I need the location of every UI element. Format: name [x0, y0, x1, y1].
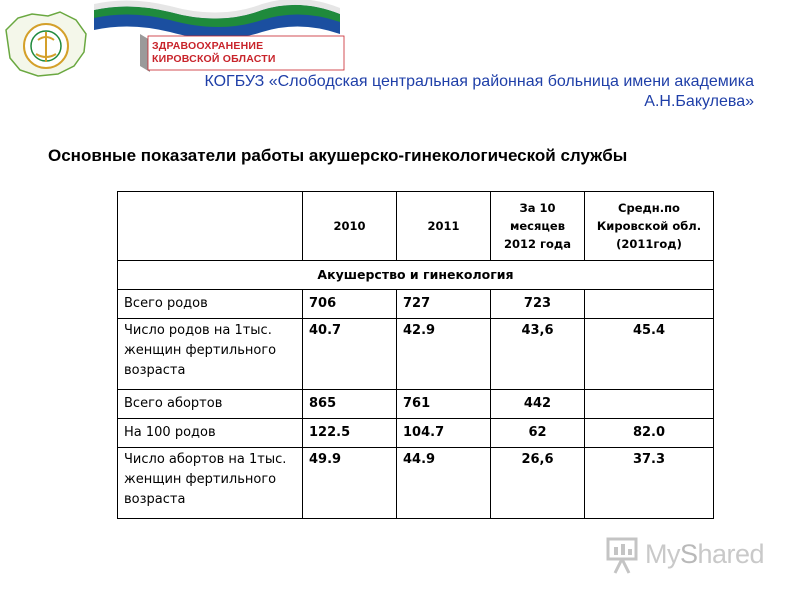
section-row [118, 261, 714, 290]
cell-avg: 45.4 [585, 319, 714, 390]
row-label: Число родов на 1тыс. женщин фертильного возраста [118, 319, 303, 390]
table-row [118, 448, 714, 519]
statistics-table [117, 191, 714, 519]
cell-2010: 40.7 [303, 319, 397, 390]
row-label: Всего родов [118, 290, 303, 319]
row-label: Всего абортов [118, 390, 303, 419]
org-line-1: КОГБУЗ «Слободская центральная районная больница имени академика [204, 73, 754, 90]
watermark-prefix: My [645, 539, 680, 569]
section-title: Акушерство и гинекология [118, 261, 714, 290]
cell-2012: 723 [491, 290, 585, 319]
cell-2010: 865 [303, 390, 397, 419]
cell-2011: 42.9 [397, 319, 491, 390]
header-empty-cell [118, 192, 303, 261]
header-2011: 2011 [397, 192, 491, 261]
cell-avg: 82.0 [585, 419, 714, 448]
cell-2011: 44.9 [397, 448, 491, 519]
cell-2011: 761 [397, 390, 491, 419]
cell-2012: 62 [491, 419, 585, 448]
watermark-s: S [680, 539, 698, 569]
cell-2010: 49.9 [303, 448, 397, 519]
header-avg: Средн.по Кировской обл. (2011год) [585, 192, 714, 261]
header-banner [0, 0, 360, 80]
table-row [118, 390, 714, 419]
myshared-watermark [605, 535, 775, 575]
cell-avg [585, 290, 714, 319]
cell-2012: 26,6 [491, 448, 585, 519]
header-2012: За 10 месяцев 2012 года [491, 192, 585, 261]
table-header-row [118, 192, 714, 261]
banner-line-1: ЗДРАВООХРАНЕНИЕ [152, 40, 264, 52]
banner-title [152, 40, 276, 66]
cell-2011: 104.7 [397, 419, 491, 448]
banner-line-2: КИРОВСКОЙ ОБЛАСТИ [152, 53, 276, 65]
header-2010: 2010 [303, 192, 397, 261]
watermark-text [645, 539, 764, 570]
cell-2012: 442 [491, 390, 585, 419]
cell-2012: 43,6 [491, 319, 585, 390]
table-row [118, 319, 714, 390]
cell-avg: 37.3 [585, 448, 714, 519]
page-title: Основные показатели работы акушерско-гинекологической службы [48, 146, 628, 165]
row-label: Число абортов на 1тыс. женщин фертильного возраста [118, 448, 303, 519]
watermark-suffix: hared [697, 539, 765, 569]
cell-2011: 727 [397, 290, 491, 319]
organization-name [114, 72, 754, 112]
cell-2010: 122.5 [303, 419, 397, 448]
table-row [118, 290, 714, 319]
org-line-2: А.Н.Бакулева» [644, 93, 754, 110]
presentation-board-icon [605, 535, 641, 575]
cell-avg [585, 390, 714, 419]
cell-2010: 706 [303, 290, 397, 319]
table-row [118, 419, 714, 448]
row-label: На 100 родов [118, 419, 303, 448]
